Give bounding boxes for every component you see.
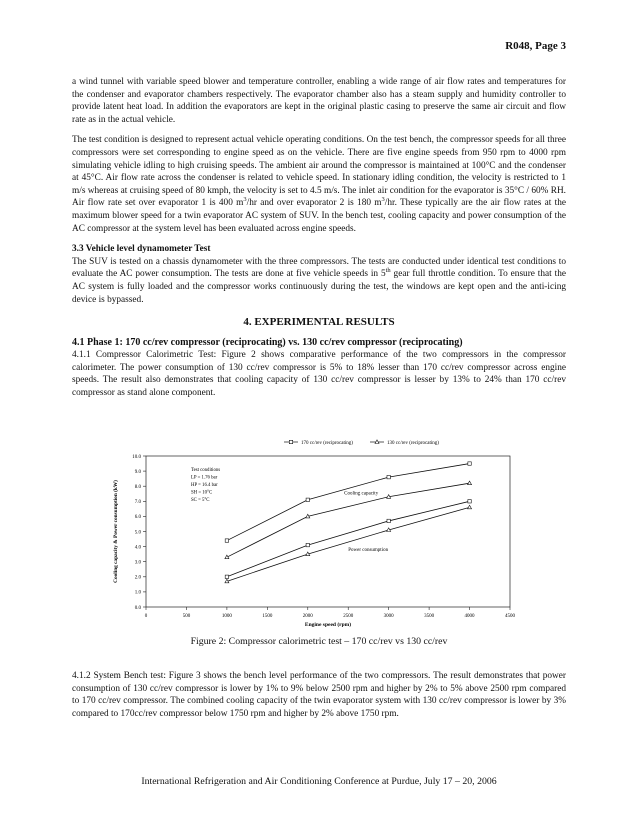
- y-tick-label: 6.0: [134, 515, 141, 521]
- data-point-cooling-square: [468, 462, 471, 465]
- x-tick-label: 1000: [221, 614, 232, 619]
- data-point-cooling-triangle: [468, 481, 472, 485]
- y-tick-label: 4.0: [134, 545, 141, 551]
- x-tick-label: 3000: [383, 614, 394, 619]
- series-line-power-triangle: [227, 507, 470, 581]
- x-tick-label: 500: [182, 614, 191, 619]
- y-tick-label: 8.0: [134, 485, 141, 490]
- y-tick-label: 7.0: [134, 500, 141, 506]
- data-point-cooling-square: [387, 475, 390, 478]
- figure-caption: Figure 2: Compressor calorimetric test – 170 cc/rev vs 130 cc/rev: [190, 636, 448, 647]
- x-tick-label: 2000: [302, 614, 313, 619]
- x-tick-label: 1500: [262, 614, 273, 619]
- data-point-power-square: [225, 575, 228, 578]
- legend-entry: 130 cc/rev (reciprocating): [387, 440, 439, 446]
- legend-entry: 170 cc/rev (reciprocating): [301, 440, 353, 446]
- x-tick-label: 2500: [343, 614, 354, 619]
- y-tick-label: 2.0: [134, 575, 141, 581]
- power-consumption-annotation: Power consumption: [348, 548, 389, 554]
- y-tick-label: 9.0: [134, 469, 141, 475]
- paragraph-test-condition: The test condition is designed to represent actual vehicle operating conditions. On the test bench, the compressor speeds for all three compressors were set corresponding to engine speed as on the vehicle. There are five engine speeds from 950 rpm to 4000 rpm simulating vehicle idling to high cruising speeds. The ambient air around the compressor is maintained at 100°C and the condenser at 45°C. Air flow rate across the condenser is related to vehicle speed. In stationary idling condition, the velocity is restricted to 1 m/s whereas at cruising speed of 80 kmph, the velocity is set to 4.5 m/s. The inlet air condition for the evaporator is 35°C / 60% RH. Air flow rate set over evaporator 1 is 400 $m^3/hr$ and over evaporator 2 is 180 $m^3/hr$. These typically are the air flow rates at the maximum blower speed for a twin evaporator AC system of SUV. In the bench test, cooling capacity and power consumption of the AC compressor at the system level has been evaluated across engine speeds.: [72, 135, 566, 234]
- data-point-power-triangle: [468, 505, 472, 509]
- data-point-power-square: [306, 543, 309, 546]
- heading-experimental-results: 4. EXPERIMENTAL RESULTS: [243, 316, 395, 329]
- test-conditions-annotation: SH = 10°C: [191, 490, 213, 496]
- legend-marker-square: [289, 440, 292, 443]
- paragraph-dynamometer: The SUV is tested on a chassis dynamometer with the three compressors. The tests are conducted under identical test conditions to evaluate the AC power consumption. The tests are done at five vehicle speeds in 5th gear full throttle condition. To ensure that the AC system is fully loaded and the compressor works continuously during the test, the windows are kept open and the anti-icing device is bypassed.: [72, 256, 566, 305]
- y-tick-label: 3.0: [134, 560, 141, 566]
- cooling-capacity-annotation: Cooling capacity: [344, 491, 379, 497]
- body-text-bottom: [72, 661, 566, 730]
- y-axis-label: Cooling capacity & Power consumption (kW): [113, 480, 119, 583]
- series-line-cooling-square: [227, 464, 470, 541]
- y-tick-label: 1.0: [134, 590, 141, 596]
- figure-2-chart: [104, 436, 532, 632]
- data-point-cooling-square: [225, 539, 228, 542]
- test-conditions-annotation: HP = 16.4 bar: [191, 483, 218, 488]
- test-conditions-annotation: SC = 5°C: [191, 498, 210, 503]
- test-conditions-annotation: LP = 1.76 bar: [191, 475, 218, 481]
- page-header: R048, Page 3: [505, 40, 566, 52]
- paragraph-wind-tunnel: a wind tunnel with variable speed blower and temperature controller, enabling a wide range of air flow rates and temperatures for the condenser and evaporator chambers respectively. The evaporator chamber also has a steam supply and humidity controller to provide latent heat load. In addition the evaporators are kept in the original plastic casing to preserve the same air circuit and flow rate as in the actual vehicle.: [72, 77, 566, 125]
- data-point-power-square: [387, 519, 390, 522]
- x-tick-label: 4000: [464, 614, 475, 619]
- heading-4-1: 4.1 Phase 1: 170 cc/rev compressor (reciprocating) vs. 130 cc/rev compressor (reciprocating): [72, 336, 463, 348]
- data-point-power-square: [468, 500, 471, 503]
- body-text-top: [72, 76, 566, 408]
- y-tick-label: 5.0: [134, 530, 141, 536]
- heading-3-3: 3.3 Vehicle level dynamometer Test: [72, 244, 211, 255]
- y-tick-label: 0.0: [134, 605, 141, 611]
- x-tick-label: 4500: [505, 614, 515, 619]
- x-axis-label: Engine speed (rpm): [304, 622, 352, 628]
- test-conditions-annotation: Test conditions: [191, 468, 221, 473]
- y-tick-label: 10.0: [132, 454, 141, 460]
- page-footer: International Refrigeration and Air Conditioning Conference at Purdue, July 17 – 20, 2006: [141, 776, 497, 787]
- x-tick-label: 3500: [424, 614, 435, 619]
- x-tick-label: 0: [144, 614, 148, 619]
- paragraph-calorimetric: 4.1.1 Compressor Calorimetric Test: Figure 2 shows comparative performance of the two compressors in the compressor calorimeter. The power consumption of 130 cc/rev compressor is 5% to 18% lesser than 170 cc/rev compressor across engine speeds. The result also demonstrates that cooling capacity of 130 cc/rev compressor is lesser by 13% to 24% than 170 cc/rev compressor as stand alone component.: [72, 350, 566, 399]
- paragraph-system-bench: 4.1.2 System Bench test: Figure 3 shows the bench level performance of the two compressors. The result demonstrates that power consumption of 130 cc/rev compressor is lower by 1% to 9% below 2500 rpm and higher by 2% to 5% above 2500 rpm compared to 170 cc/rev compressor. The combined cooling capacity of the twin evaporator system with 130 cc/rev compressor is lower by 3% compared to 170cc/rev compressor below 1750 rpm and higher by 2% above 1750 rpm.: [72, 671, 566, 720]
- data-point-cooling-square: [306, 498, 309, 501]
